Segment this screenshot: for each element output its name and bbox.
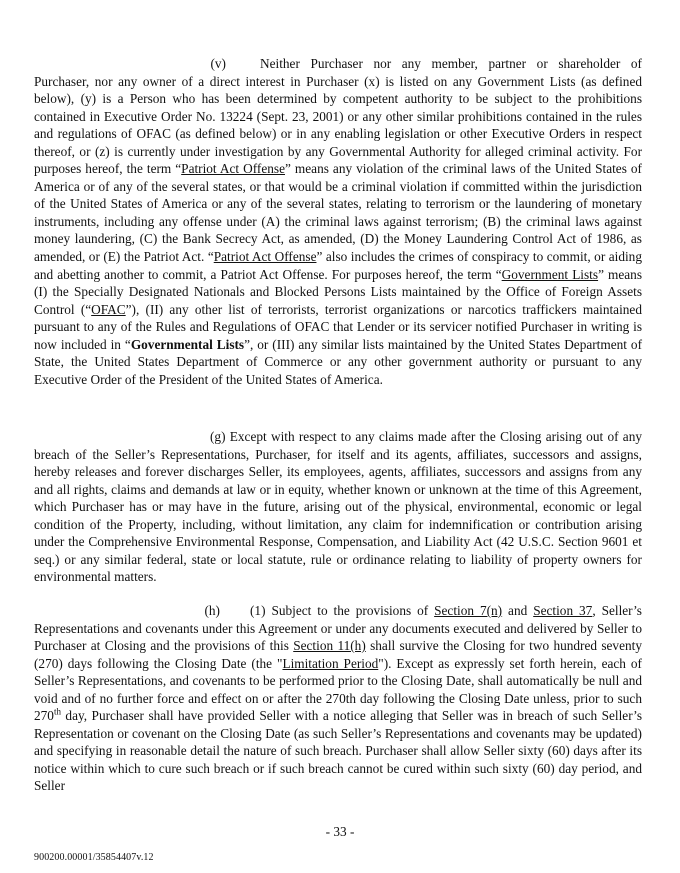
defined-term-limitation-period: Limitation Period — [282, 655, 379, 671]
defined-term-governmental-lists: Governmental Lists — [130, 336, 245, 352]
paragraph-h — [34, 602, 642, 795]
paragraph-v-text-4: ” means (I) the Specially Designated Nationals and Blocked Persons Lists maintained by the Office of Foreign Assets Control (“ — [34, 266, 643, 317]
paragraph-v — [34, 55, 642, 388]
paragraph-g-text: (g) Except with respect to any claims made after the Closing arising out of any breach of the Seller’s Representations, Purchaser, for itself and its agents, affiliates, successors and assigns, hereby releases and forever discharges Seller, its employees, agents, affiliates, successors and assigns from any and all rights, claims and demands at law or in equity, whether known or unknown at the time of this Agreement, which Purchaser has or may have in the future, arising out of the physical, environmental, economic or legal condition of the Property, including, without limitation, any claim for indemnification or contribution arising under the Comprehensive Environmental Response, Compensation, and Liability Act (42 U.S.C. Section 9601 et seq.) or any similar federal, state or local statute, rule or ordinance relating to liability of property owners for environmental matters. — [34, 429, 642, 585]
paragraph-v-text-6: ”, or (III) any similar lists maintained by the United States Department of State, the United States Department of Commerce or any other government authority or pursuant to any Executive Order of the President of the United States of America. — [34, 336, 642, 387]
paragraph-h-text-3: , Seller’s Representations and covenants under this Agreement or under any documents executed and delivered by Seller to Purchaser at Closing and the provisions of this — [34, 603, 642, 654]
paragraph-h-text-2: and — [502, 603, 534, 618]
paragraph-h-marker: (h) — [204, 603, 220, 618]
page-number: - 33 - — [325, 824, 355, 839]
paragraph-h-text-4: shall survive the Closing for two hundred seventy (270) days following the Closing Date (the " — [34, 638, 642, 671]
paragraph-g — [34, 428, 642, 586]
defined-term-patriot-act-offense-2: Patriot Act Offense — [213, 249, 317, 265]
section-ref-37: Section 37 — [533, 603, 593, 618]
section-ref-11h: Section 11(h) — [293, 638, 366, 654]
paragraph-h-text-1: (1) Subject to the provisions of — [250, 603, 435, 618]
paragraph-h-text-5: "). Except as expressly set forth herein, each of Seller’s Representations, and covenants to be performed prior to the Closing Date, shall automatically be null and void and of no further force and effect on or after the 270th day following the Closing Date unless, prior to such 270 — [34, 655, 642, 724]
section-ref-7n: Section 7(n) — [434, 603, 503, 618]
ordinal-superscript: th — [53, 706, 61, 717]
defined-term-government-lists: Government Lists — [501, 266, 599, 282]
paragraph-v-text-5: ”), (II) any other list of terrorists, terrorist organizations or narcotics traffickers maintained pursuant to any of the Rules and Regulations of OFAC that Lender or its servicer notified Purchaser in writing is now included in “ — [34, 301, 642, 352]
defined-term-patriot-act-offense: Patriot Act Offense — [181, 161, 285, 177]
paragraph-v-text-2: ” means any violation of the criminal laws of the United States of America or of any of the several states, or that would be a criminal violation if committed within the jurisdiction of the United States of America or any of the several states, relating to terrorism or the laundering of monetary instruments, including any offense under (A) the criminal laws against terrorism; (B) the criminal laws against money laundering, (C) the Bank Secrecy Act, as amended, (D) the Money Laundering Control Act of 1986, as amended, or (E) the Patriot Act. “ — [34, 161, 642, 265]
paragraph-h-text-6: day, Purchaser shall have provided Seller with a notice alleging that Seller was in breach of such Seller’s Representation or covenant on the Closing Date (as such Seller’s Representations and covenants may be updated) and specifying in reasonable detail the nature of such breach. Purchaser shall allow Seller sixty (60) days after its notice within which to cure such breach or if such breach cannot be cured within such sixty (60) day period, and Seller — [34, 708, 642, 794]
paragraph-v-text-1: Neither Purchaser nor any member, partner or shareholder of Purchaser, nor any owner of a direct interest in Purchaser (x) is listed on any Government Lists (as defined below), (y) is a Person who has been determined by competent authority to be subject to the prohibitions contained in Executive Order No. 13224 (Sept. 23, 2001) or any other similar prohibitions contained in the rules and regulations of OFAC (as defined below) or in any enabling legislation or other Executive Orders in respect thereof, or (z) is currently under investigation by any Governmental Authority for alleged criminal activity. For purposes hereof, the term “ — [34, 56, 642, 177]
defined-term-ofac: OFAC — [91, 301, 126, 317]
paragraph-v-marker: (v) — [210, 56, 226, 71]
paragraph-v-text-3: ” also includes the crimes of conspiracy to commit, or aiding and abetting another to commit, a Patriot Act Offense. For purposes hereof, the term “ — [34, 249, 642, 282]
document-id-footer: 900200.00001/35854407v.12 — [34, 852, 154, 863]
